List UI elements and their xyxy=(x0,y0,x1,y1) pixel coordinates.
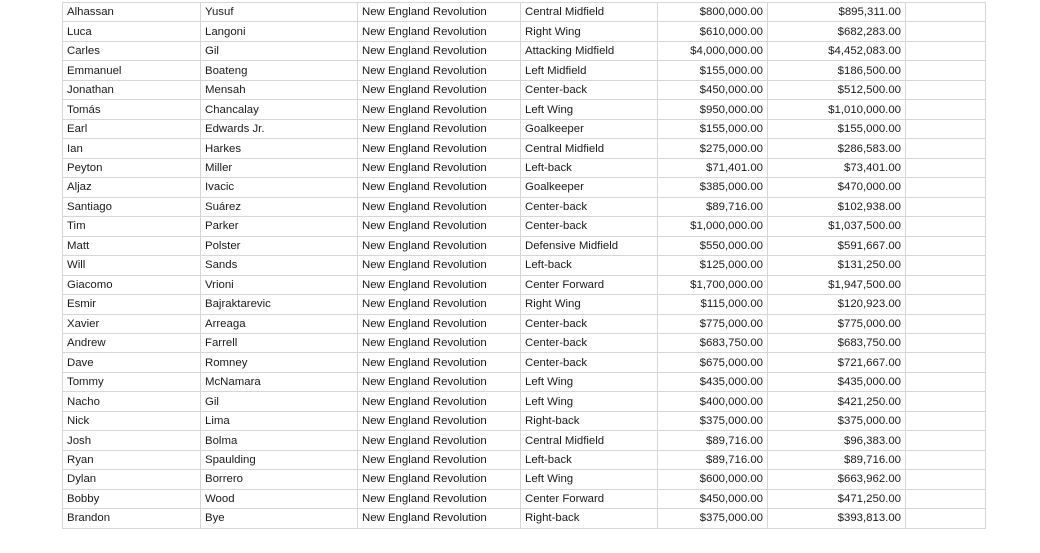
team-cell[interactable]: New England Revolution xyxy=(358,489,521,508)
first-name-cell[interactable]: Carles xyxy=(63,41,201,60)
base-salary-cell[interactable]: $950,000.00 xyxy=(658,100,768,119)
base-salary-cell[interactable]: $71,401.00 xyxy=(658,158,768,177)
base-salary-cell[interactable]: $800,000.00 xyxy=(658,3,768,22)
base-salary-cell[interactable]: $600,000.00 xyxy=(658,470,768,489)
empty-cell[interactable] xyxy=(906,295,986,314)
guaranteed-comp-cell[interactable]: $1,947,500.00 xyxy=(768,275,906,294)
first-name-cell[interactable]: Will xyxy=(63,256,201,275)
last-name-cell[interactable]: Harkes xyxy=(201,139,358,158)
table-row xyxy=(63,295,986,314)
team-cell[interactable]: New England Revolution xyxy=(358,217,521,236)
spreadsheet-grid xyxy=(62,2,986,529)
position-cell[interactable]: Left Wing xyxy=(521,100,658,119)
base-salary-cell[interactable]: $610,000.00 xyxy=(658,22,768,41)
team-cell[interactable]: New England Revolution xyxy=(358,450,521,469)
position-cell[interactable]: Left-back xyxy=(521,256,658,275)
last-name-cell[interactable]: Spaulding xyxy=(201,450,358,469)
first-name-cell[interactable]: Ryan xyxy=(63,450,201,469)
position-cell[interactable]: Right Wing xyxy=(521,22,658,41)
table-row xyxy=(63,314,986,333)
empty-cell[interactable] xyxy=(906,100,986,119)
first-name-cell[interactable]: Dave xyxy=(63,353,201,372)
empty-cell[interactable] xyxy=(906,411,986,430)
guaranteed-comp-cell[interactable]: $131,250.00 xyxy=(768,256,906,275)
last-name-cell[interactable]: Romney xyxy=(201,353,358,372)
first-name-cell[interactable]: Xavier xyxy=(63,314,201,333)
first-name-cell[interactable]: Tomás xyxy=(63,100,201,119)
base-salary-cell[interactable]: $1,000,000.00 xyxy=(658,217,768,236)
empty-cell[interactable] xyxy=(906,217,986,236)
guaranteed-comp-cell[interactable]: $375,000.00 xyxy=(768,411,906,430)
empty-cell[interactable] xyxy=(906,314,986,333)
team-cell[interactable]: New England Revolution xyxy=(358,431,521,450)
guaranteed-comp-cell[interactable]: $73,401.00 xyxy=(768,158,906,177)
team-cell[interactable]: New England Revolution xyxy=(358,100,521,119)
table-row xyxy=(63,119,986,138)
base-salary-cell[interactable]: $683,750.00 xyxy=(658,333,768,352)
base-salary-cell[interactable]: $155,000.00 xyxy=(658,119,768,138)
last-name-cell[interactable]: Borrero xyxy=(201,470,358,489)
empty-cell[interactable] xyxy=(906,178,986,197)
first-name-cell[interactable]: Santiago xyxy=(63,197,201,216)
position-cell[interactable]: Center-back xyxy=(521,197,658,216)
last-name-cell[interactable]: McNamara xyxy=(201,372,358,391)
guaranteed-comp-cell[interactable]: $591,667.00 xyxy=(768,236,906,255)
first-name-cell[interactable]: Alhassan xyxy=(63,3,201,22)
position-cell[interactable]: Attacking Midfield xyxy=(521,41,658,60)
team-cell[interactable]: New England Revolution xyxy=(358,139,521,158)
last-name-cell[interactable]: Chancalay xyxy=(201,100,358,119)
position-cell[interactable]: Left Wing xyxy=(521,470,658,489)
base-salary-cell[interactable]: $450,000.00 xyxy=(658,80,768,99)
empty-cell[interactable] xyxy=(906,236,986,255)
first-name-cell[interactable]: Nick xyxy=(63,411,201,430)
team-cell[interactable]: New England Revolution xyxy=(358,178,521,197)
table-row xyxy=(63,353,986,372)
table-row xyxy=(63,100,986,119)
team-cell[interactable]: New England Revolution xyxy=(358,275,521,294)
first-name-cell[interactable]: Emmanuel xyxy=(63,61,201,80)
team-cell[interactable]: New England Revolution xyxy=(358,470,521,489)
empty-cell[interactable] xyxy=(906,158,986,177)
empty-cell[interactable] xyxy=(906,489,986,508)
team-cell[interactable]: New England Revolution xyxy=(358,197,521,216)
team-cell[interactable]: New England Revolution xyxy=(358,3,521,22)
table-row xyxy=(63,333,986,352)
empty-cell[interactable] xyxy=(906,3,986,22)
first-name-cell[interactable]: Bobby xyxy=(63,489,201,508)
last-name-cell[interactable]: Polster xyxy=(201,236,358,255)
last-name-cell[interactable]: Ivacic xyxy=(201,178,358,197)
team-cell[interactable]: New England Revolution xyxy=(358,80,521,99)
position-cell[interactable]: Central Midfield xyxy=(521,431,658,450)
guaranteed-comp-cell[interactable]: $775,000.00 xyxy=(768,314,906,333)
base-salary-cell[interactable]: $550,000.00 xyxy=(658,236,768,255)
first-name-cell[interactable]: Brandon xyxy=(63,509,201,528)
guaranteed-comp-cell[interactable]: $96,383.00 xyxy=(768,431,906,450)
first-name-cell[interactable]: Earl xyxy=(63,119,201,138)
first-name-cell[interactable]: Peyton xyxy=(63,158,201,177)
empty-cell[interactable] xyxy=(906,22,986,41)
table-row xyxy=(63,509,986,528)
first-name-cell[interactable]: Josh xyxy=(63,431,201,450)
table-row xyxy=(63,197,986,216)
last-name-cell[interactable]: Parker xyxy=(201,217,358,236)
base-salary-cell[interactable]: $375,000.00 xyxy=(658,411,768,430)
last-name-cell[interactable]: Bajraktarevic xyxy=(201,295,358,314)
position-cell[interactable]: Central Midfield xyxy=(521,139,658,158)
position-cell[interactable]: Right-back xyxy=(521,509,658,528)
last-name-cell[interactable]: Wood xyxy=(201,489,358,508)
position-cell[interactable]: Left Midfield xyxy=(521,61,658,80)
table-row xyxy=(63,139,986,158)
guaranteed-comp-cell[interactable]: $721,667.00 xyxy=(768,353,906,372)
team-cell[interactable]: New England Revolution xyxy=(358,333,521,352)
first-name-cell[interactable]: Esmir xyxy=(63,295,201,314)
team-cell[interactable]: New England Revolution xyxy=(358,119,521,138)
empty-cell[interactable] xyxy=(906,372,986,391)
table-row xyxy=(63,61,986,80)
base-salary-cell[interactable]: $89,716.00 xyxy=(658,450,768,469)
position-cell[interactable]: Goalkeeper xyxy=(521,119,658,138)
spreadsheet-body xyxy=(63,3,986,529)
team-cell[interactable]: New England Revolution xyxy=(358,353,521,372)
last-name-cell[interactable]: Langoni xyxy=(201,22,358,41)
guaranteed-comp-cell[interactable]: $120,923.00 xyxy=(768,295,906,314)
position-cell[interactable]: Right-back xyxy=(521,411,658,430)
base-salary-cell[interactable]: $4,000,000.00 xyxy=(658,41,768,60)
table-row xyxy=(63,372,986,391)
position-cell[interactable]: Left-back xyxy=(521,158,658,177)
last-name-cell[interactable]: Lima xyxy=(201,411,358,430)
guaranteed-comp-cell[interactable]: $682,283.00 xyxy=(768,22,906,41)
guaranteed-comp-cell[interactable]: $435,000.00 xyxy=(768,372,906,391)
base-salary-cell[interactable]: $1,700,000.00 xyxy=(658,275,768,294)
last-name-cell[interactable]: Arreaga xyxy=(201,314,358,333)
guaranteed-comp-cell[interactable]: $1,010,000.00 xyxy=(768,100,906,119)
team-cell[interactable]: New England Revolution xyxy=(358,41,521,60)
empty-cell[interactable] xyxy=(906,470,986,489)
table-row xyxy=(63,217,986,236)
team-cell[interactable]: New England Revolution xyxy=(358,22,521,41)
table-row xyxy=(63,158,986,177)
guaranteed-comp-cell[interactable]: $186,500.00 xyxy=(768,61,906,80)
table-row xyxy=(63,178,986,197)
table-row xyxy=(63,470,986,489)
guaranteed-comp-cell[interactable]: $512,500.00 xyxy=(768,80,906,99)
team-cell[interactable]: New England Revolution xyxy=(358,314,521,333)
position-cell[interactable]: Center-back xyxy=(521,353,658,372)
last-name-cell[interactable]: Farrell xyxy=(201,333,358,352)
first-name-cell[interactable]: Nacho xyxy=(63,392,201,411)
empty-cell[interactable] xyxy=(906,61,986,80)
first-name-cell[interactable]: Jonathan xyxy=(63,80,201,99)
table-row xyxy=(63,236,986,255)
team-cell[interactable]: New England Revolution xyxy=(358,295,521,314)
last-name-cell[interactable]: Suárez xyxy=(201,197,358,216)
table-row xyxy=(63,431,986,450)
first-name-cell[interactable]: Tommy xyxy=(63,372,201,391)
table-row xyxy=(63,80,986,99)
team-cell[interactable]: New England Revolution xyxy=(358,411,521,430)
last-name-cell[interactable]: Mensah xyxy=(201,80,358,99)
guaranteed-comp-cell[interactable]: $471,250.00 xyxy=(768,489,906,508)
team-cell[interactable]: New England Revolution xyxy=(358,256,521,275)
position-cell[interactable]: Goalkeeper xyxy=(521,178,658,197)
base-salary-cell[interactable]: $275,000.00 xyxy=(658,139,768,158)
guaranteed-comp-cell[interactable]: $155,000.00 xyxy=(768,119,906,138)
table-row xyxy=(63,22,986,41)
guaranteed-comp-cell[interactable]: $470,000.00 xyxy=(768,178,906,197)
last-name-cell[interactable]: Miller xyxy=(201,158,358,177)
position-cell[interactable]: Center Forward xyxy=(521,275,658,294)
base-salary-cell[interactable]: $115,000.00 xyxy=(658,295,768,314)
empty-cell[interactable] xyxy=(906,509,986,528)
position-cell[interactable]: Defensive Midfield xyxy=(521,236,658,255)
last-name-cell[interactable]: Edwards Jr. xyxy=(201,119,358,138)
base-salary-cell[interactable]: $89,716.00 xyxy=(658,197,768,216)
table-row xyxy=(63,3,986,22)
empty-cell[interactable] xyxy=(906,333,986,352)
guaranteed-comp-cell[interactable]: $286,583.00 xyxy=(768,139,906,158)
team-cell[interactable]: New England Revolution xyxy=(358,236,521,255)
table-row xyxy=(63,411,986,430)
position-cell[interactable]: Left-back xyxy=(521,450,658,469)
guaranteed-comp-cell[interactable]: $683,750.00 xyxy=(768,333,906,352)
position-cell[interactable]: Center-back xyxy=(521,80,658,99)
guaranteed-comp-cell[interactable]: $102,938.00 xyxy=(768,197,906,216)
empty-cell[interactable] xyxy=(906,353,986,372)
position-cell[interactable]: Center-back xyxy=(521,217,658,236)
empty-cell[interactable] xyxy=(906,139,986,158)
table-row xyxy=(63,450,986,469)
team-cell[interactable]: New England Revolution xyxy=(358,158,521,177)
position-cell[interactable]: Center-back xyxy=(521,333,658,352)
position-cell[interactable]: Central Midfield xyxy=(521,3,658,22)
base-salary-cell[interactable]: $89,716.00 xyxy=(658,431,768,450)
last-name-cell[interactable]: Bye xyxy=(201,509,358,528)
base-salary-cell[interactable]: $675,000.00 xyxy=(658,353,768,372)
guaranteed-comp-cell[interactable]: $1,037,500.00 xyxy=(768,217,906,236)
last-name-cell[interactable]: Gil xyxy=(201,392,358,411)
guaranteed-comp-cell[interactable]: $895,311.00 xyxy=(768,3,906,22)
team-cell[interactable]: New England Revolution xyxy=(358,509,521,528)
table-row xyxy=(63,41,986,60)
base-salary-cell[interactable]: $155,000.00 xyxy=(658,61,768,80)
base-salary-cell[interactable]: $450,000.00 xyxy=(658,489,768,508)
position-cell[interactable]: Right Wing xyxy=(521,295,658,314)
first-name-cell[interactable]: Luca xyxy=(63,22,201,41)
first-name-cell[interactable]: Matt xyxy=(63,236,201,255)
first-name-cell[interactable]: Dylan xyxy=(63,470,201,489)
guaranteed-comp-cell[interactable]: $89,716.00 xyxy=(768,450,906,469)
empty-cell[interactable] xyxy=(906,450,986,469)
last-name-cell[interactable]: Gil xyxy=(201,41,358,60)
guaranteed-comp-cell[interactable]: $4,452,083.00 xyxy=(768,41,906,60)
guaranteed-comp-cell[interactable]: $393,813.00 xyxy=(768,509,906,528)
empty-cell[interactable] xyxy=(906,431,986,450)
empty-cell[interactable] xyxy=(906,392,986,411)
guaranteed-comp-cell[interactable]: $663,962.00 xyxy=(768,470,906,489)
team-cell[interactable]: New England Revolution xyxy=(358,61,521,80)
position-cell[interactable]: Center Forward xyxy=(521,489,658,508)
last-name-cell[interactable]: Vrioni xyxy=(201,275,358,294)
position-cell[interactable]: Left Wing xyxy=(521,392,658,411)
base-salary-cell[interactable]: $400,000.00 xyxy=(658,392,768,411)
empty-cell[interactable] xyxy=(906,119,986,138)
first-name-cell[interactable]: Ian xyxy=(63,139,201,158)
base-salary-cell[interactable]: $375,000.00 xyxy=(658,509,768,528)
position-cell[interactable]: Center-back xyxy=(521,314,658,333)
table-row xyxy=(63,489,986,508)
first-name-cell[interactable]: Giacomo xyxy=(63,275,201,294)
table-row xyxy=(63,275,986,294)
first-name-cell[interactable]: Aljaz xyxy=(63,178,201,197)
position-cell[interactable]: Left Wing xyxy=(521,372,658,391)
table-row xyxy=(63,392,986,411)
team-cell[interactable]: New England Revolution xyxy=(358,392,521,411)
team-cell[interactable]: New England Revolution xyxy=(358,372,521,391)
last-name-cell[interactable]: Boateng xyxy=(201,61,358,80)
empty-cell[interactable] xyxy=(906,41,986,60)
base-salary-cell[interactable]: $775,000.00 xyxy=(658,314,768,333)
empty-cell[interactable] xyxy=(906,197,986,216)
first-name-cell[interactable]: Andrew xyxy=(63,333,201,352)
last-name-cell[interactable]: Sands xyxy=(201,256,358,275)
base-salary-cell[interactable]: $435,000.00 xyxy=(658,372,768,391)
last-name-cell[interactable]: Bolma xyxy=(201,431,358,450)
guaranteed-comp-cell[interactable]: $421,250.00 xyxy=(768,392,906,411)
table-row xyxy=(63,256,986,275)
base-salary-cell[interactable]: $125,000.00 xyxy=(658,256,768,275)
base-salary-cell[interactable]: $385,000.00 xyxy=(658,178,768,197)
empty-cell[interactable] xyxy=(906,256,986,275)
first-name-cell[interactable]: Tim xyxy=(63,217,201,236)
empty-cell[interactable] xyxy=(906,80,986,99)
empty-cell[interactable] xyxy=(906,275,986,294)
last-name-cell[interactable]: Yusuf xyxy=(201,3,358,22)
